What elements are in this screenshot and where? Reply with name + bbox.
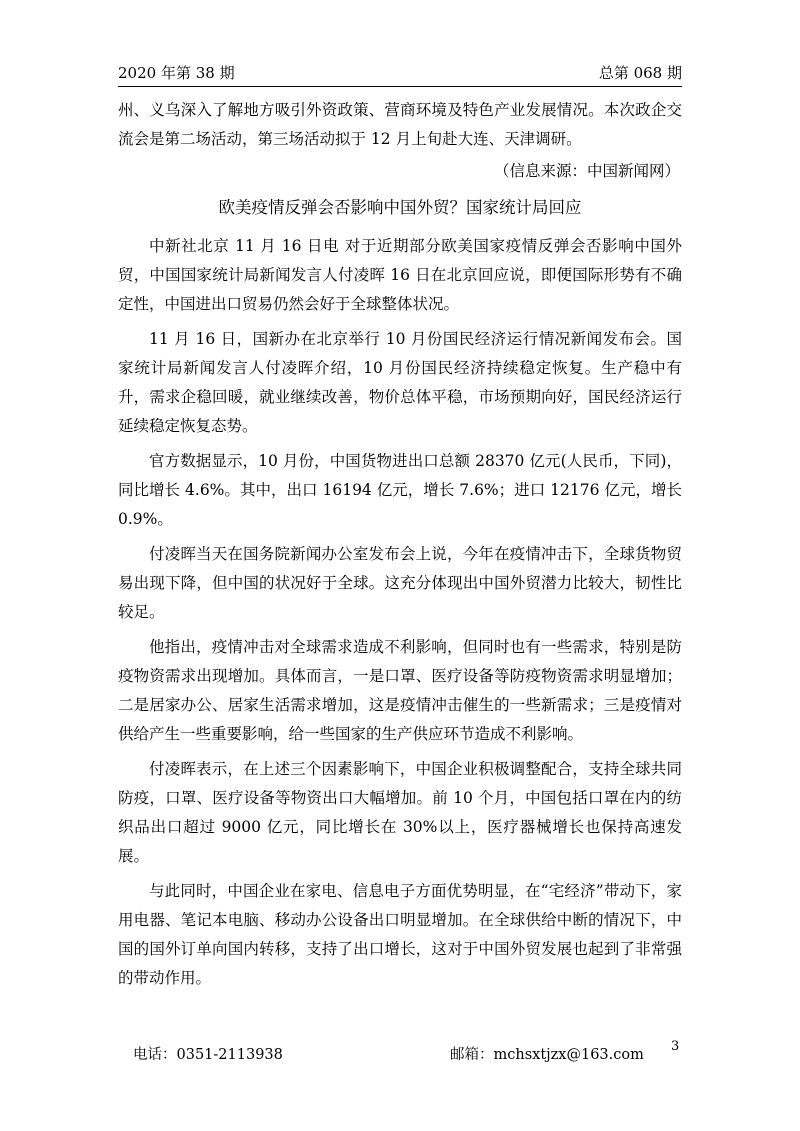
info-source: （信息来源：中国新闻网） (493, 162, 680, 180)
article-title: 欧美疫情反弹会否影响中国外贸？国家统计局回应 (218, 198, 582, 217)
issue-number: 2020 年第 38 期 (118, 64, 235, 82)
contact-phone: 电话：0351-2113938 (133, 1047, 283, 1063)
article-paragraph: 他指出，疫情冲击对全球需求造成不利影响，但同时也有一些需求，特别是防疫物资需求出现增加。具体而言，一是口罩、医疗设备等防疫物资需求明显增加；二是居家办公、居家生活需求增加，这是疫情冲击催生的一些新需求；三是疫情对供给产生一些重要影响，给一些国家的生产供应环节造成不利影响。 (118, 638, 682, 743)
article-paragraph: 与此同时，中国企业在家电、信息电子方面优势明显，在“宅经济”带动下，家用电器、笔记本电脑、移动办公设备出口明显增加。在全球供给中断的情况下，中国的国外订单向国内转移，支持了出口增长，这对于中国外贸发展也起到了非常强的带动作用。 (118, 882, 682, 987)
total-issue-number: 总第 068 期 (598, 64, 682, 82)
article-paragraph: 付凌晖表示，在上述三个因素影响下，中国企业积极调整配合，支持全球共同防疫，口罩、医疗设备等物资出口大幅增加。前 10 个月，中国包括口罩在内的纺织品出口超过 9000 亿元，同比增长在 30%以上，医疗器械增长也保持高速发展。 (118, 760, 682, 865)
article-paragraph: 付凌晖当天在国务院新闻办公室发布会上说，今年在疫情冲击下，全球货物贸易出现下降，但中国的状况好于全球。这充分体现出中国外贸潜力比较大，韧性比较足。 (118, 545, 682, 621)
contact-email: 邮箱：mchsxtjzx@163.com (450, 1047, 644, 1063)
page-header (118, 60, 682, 87)
page-number: 3 (671, 1039, 680, 1054)
previous-article-continuation: 州、义乌深入了解地方吸引外资政策、营商环境及特色产业发展情况。本次政企交流会是第二场活动，第三场活动拟于 12 月上旬赴大连、天津调研。 (118, 101, 682, 148)
page-content (118, 96, 682, 993)
article-paragraph: 中新社北京 11 月 16 日电 对于近期部分欧美国家疫情反弹会否影响中国外贸，中国国家统计局新闻发言人付凌晖 16 日在北京回应说，即便国际形势有不确定性，中国进出口贸易仍然会好于全球整体状况。 (118, 237, 682, 313)
article-paragraph: 官方数据显示，10 月份，中国货物进出口总额 28370 亿元(人民币，下同)，同比增长 4.6%。其中，出口 16194 亿元，增长 7.6%；进口 12176 亿元，增长 0.9%。 (118, 452, 682, 528)
article-paragraph: 11 月 16 日，国新办在北京举行 10 月份国民经济运行情况新闻发布会。国家统计局新闻发言人付凌晖介绍，10 月份国民经济持续稳定恢复。生产稳中有升，需求企稳回暖，就业继续改善，物价总体平稳，市场预期向好，国民经济运行延续稳定恢复态势。 (118, 330, 682, 435)
